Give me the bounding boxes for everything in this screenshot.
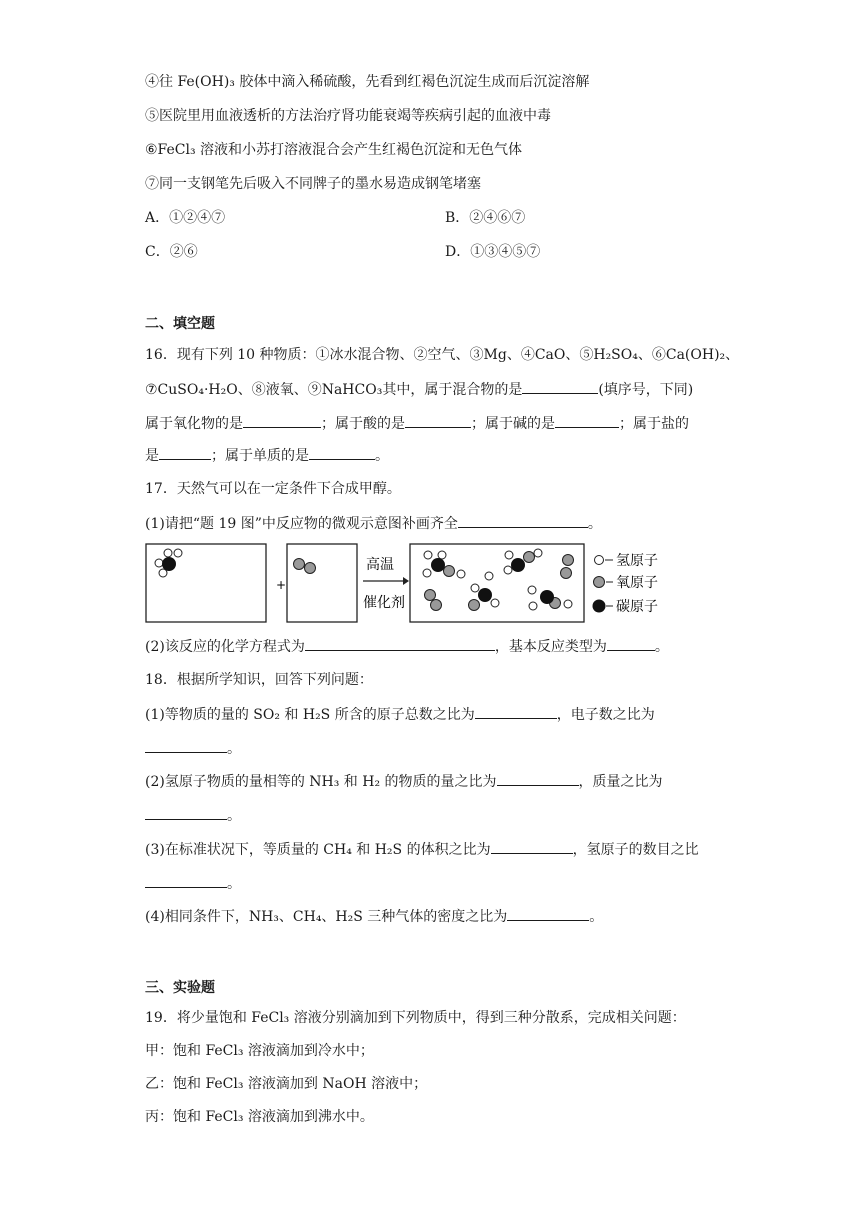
q16-text: 属于氧化物的是 <box>145 416 243 432</box>
answer-blank-acid[interactable] <box>405 413 471 428</box>
q19-line-2: 甲：饱和 FeCl₃ 溶液滴加到冷水中； <box>145 1043 374 1059</box>
section-fill-in: 二、填空题 <box>145 316 215 332</box>
option-a[interactable]: A．①②④⑦ <box>145 210 226 226</box>
legend <box>593 553 659 615</box>
condition-catalyst: 催化剂 <box>363 595 405 611</box>
q18-text: (3)在标准状况下，等质量的 CH₄ 和 H₂S 的体积之比为 <box>145 842 491 858</box>
q17-line-1: 17．天然气可以在一定条件下合成甲醇。 <box>145 481 401 497</box>
answer-blank-mass-ratio[interactable] <box>145 805 227 820</box>
answer-blank-density-ratio[interactable] <box>507 906 589 921</box>
legend-carbon: 碳原子 <box>616 599 658 615</box>
option-d[interactable]: D．①③④⑤⑦ <box>445 244 541 260</box>
legend-oxygen: 氧原子 <box>616 575 658 591</box>
q17-line-2 <box>145 513 602 534</box>
q15-item-7: ⑦同一支钢笔先后吸入不同牌子的墨水易造成钢笔堵塞 <box>145 176 481 192</box>
answer-blank-mole-ratio[interactable] <box>497 771 579 786</box>
reactant-box-2 <box>287 544 357 622</box>
q18-line-1: 18．根据所学知识，回答下列问题： <box>145 672 373 688</box>
q18-part-3-cont <box>145 873 241 894</box>
reactant-box-1 <box>146 544 266 622</box>
q16-text: 。 <box>375 448 389 464</box>
answer-blank-electrons-ratio[interactable] <box>145 738 227 753</box>
q16-text: (填序号，下同) <box>598 382 694 398</box>
q15-item-6: ⑥FeCl₃ 溶液和小苏打溶液混合会产生红褐色沉淀和无色气体 <box>145 142 523 158</box>
q16-text: ；属于酸的是 <box>321 416 405 432</box>
oxygen-atom-icon <box>594 577 605 588</box>
hydrogen-atom-icon <box>595 556 604 565</box>
answer-blank-equation[interactable] <box>305 636 495 651</box>
answer-blank-drawing[interactable] <box>458 513 588 528</box>
q17-line-3 <box>145 636 669 657</box>
q18-text: 。 <box>227 876 241 892</box>
q17-text: (2)该反应的化学方程式为 <box>145 639 305 655</box>
q18-text: (2)氢原子物质的量相等的 NH₃ 和 H₂ 的物质的量之比为 <box>145 774 497 790</box>
q18-text: 。 <box>589 909 604 925</box>
q19-line-1: 19．将少量饱和 FeCl₃ 溶液分别滴加到下列物质中，得到三种分散系，完成相关问题： <box>145 1010 686 1026</box>
answer-blank-salt[interactable] <box>159 445 211 460</box>
q18-text: ，氢原子的数目之比 <box>572 842 699 858</box>
q15-item-4: ④往 Fe(OH)₃ 胶体中滴入稀硫酸，先看到红褐色沉淀生成而后沉淀溶解 <box>145 74 590 90</box>
answer-blank-base[interactable] <box>555 413 619 428</box>
q18-part-1-cont <box>145 738 241 759</box>
legend-hydrogen: 氢原子 <box>616 553 658 569</box>
q17-text: (1)请把“题 19 图”中反应物的微观示意图补画齐全 <box>145 516 458 532</box>
q17-text: 。 <box>654 639 669 655</box>
reaction-diagram <box>145 543 675 625</box>
answer-blank-mixture[interactable] <box>522 379 598 394</box>
q16-text: ；属于碱的是 <box>471 416 555 432</box>
q15-item-5: ⑤医院里用血液透析的方法治疗肾功能衰竭等疾病引起的血液中毒 <box>145 108 551 124</box>
q18-part-4 <box>145 906 603 927</box>
q16-text: 是 <box>145 448 159 464</box>
arrow-head-icon <box>403 577 409 585</box>
answer-blank-atoms-ratio[interactable] <box>475 704 557 719</box>
answer-blank-hydrogen-ratio[interactable] <box>145 873 227 888</box>
q18-part-1 <box>145 704 655 725</box>
q19-line-3: 乙：饱和 FeCl₃ 溶液滴加到 NaOH 溶液中； <box>145 1076 428 1092</box>
q16-text: ⑦CuSO₄·H₂O、⑧液氧、⑨NaHCO₃其中，属于混合物的是 <box>145 382 523 398</box>
section-experiment: 三、实验题 <box>145 980 215 996</box>
q18-text: 。 <box>227 741 241 757</box>
q18-text: ，电子数之比为 <box>556 707 655 723</box>
q17-text: 。 <box>587 516 602 532</box>
q16-line-3 <box>145 413 689 434</box>
answer-blank-reaction-type[interactable] <box>607 636 655 651</box>
q18-part-2-cont <box>145 805 241 826</box>
q16-text: ；属于单质的是 <box>211 448 309 464</box>
answer-blank-element[interactable] <box>309 445 375 460</box>
q16-line-1: 16．现有下列 10 种物质：①冰水混合物、②空气、③Mg、④CaO、⑤H₂SO₄、⑥Ca(OH)₂、 <box>145 347 740 363</box>
q19-line-4: 丙：饱和 FeCl₃ 溶液滴加到沸水中。 <box>145 1109 374 1125</box>
q17-text: ，基本反应类型为 <box>494 639 607 655</box>
answer-blank-oxide[interactable] <box>243 413 321 428</box>
q16-line-4 <box>145 445 389 466</box>
carbon-atom-icon <box>593 600 606 613</box>
q18-text: 。 <box>227 808 241 824</box>
q18-part-2 <box>145 771 663 792</box>
answer-blank-volume-ratio[interactable] <box>491 839 573 854</box>
plus-sign: + <box>276 578 287 592</box>
q18-part-3 <box>145 839 699 860</box>
option-c[interactable]: C．②⑥ <box>145 244 198 260</box>
condition-high-temperature: 高温 <box>366 557 394 573</box>
q16-line-2 <box>145 379 693 400</box>
option-b[interactable]: B．②④⑥⑦ <box>445 210 526 226</box>
q18-text: ，质量之比为 <box>578 774 663 790</box>
q18-text: (1)等物质的量的 SO₂ 和 H₂S 所含的原子总数之比为 <box>145 707 475 723</box>
q16-text: ；属于盐的 <box>619 416 689 432</box>
q18-text: (4)相同条件下，NH₃、CH₄、H₂S 三种气体的密度之比为 <box>145 909 508 925</box>
